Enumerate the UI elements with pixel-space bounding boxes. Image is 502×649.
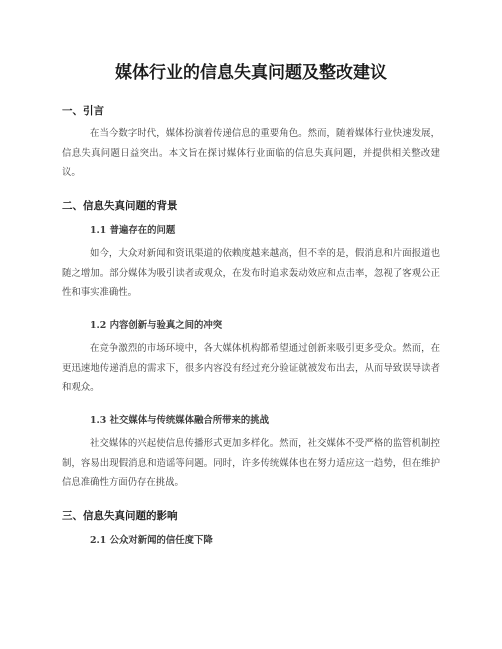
subsection-paragraph-1-3: 社交媒体的兴起使信息传播形式更加多样化。然而，社交媒体不受严格的监管机制控制，容易出现假消息和造谣等问题。同时，许多传统媒体也在努力适应这一趋势，但在维护信息准确性方面仍存在挑战。 [62, 438, 440, 488]
subsection-paragraph-1-2: 在竞争激烈的市场环境中，各大媒体机构都希望通过创新来吸引更多受众。然而，在更迅速地传递消息的需求下，很多内容没有经过充分验证就被发布出去，从而导致误导读者和观众。 [62, 343, 440, 393]
subsection-heading-2-1: 2.1 公众对新闻的信任度下降 [90, 535, 213, 546]
subsection-paragraph-1-1: 如今，大众对新闻和资讯渠道的依赖度越来越高，但不幸的是，假消息和片面报道也随之增加。部分媒体为吸引读者或观众，在发布时追求轰动效应和点击率，忽视了客观公正性和事实准确性。 [62, 248, 440, 298]
subsection-heading-1-1: 1.1 普遍存在的问题 [90, 225, 176, 236]
section-heading-background: 二、信息失真问题的背景 [62, 200, 178, 212]
section-heading-impact: 三、信息失真问题的影响 [62, 510, 178, 522]
subsection-heading-1-3: 1.3 社交媒体与传统媒体融合所带来的挑战 [90, 415, 269, 426]
subsection-heading-1-2: 1.2 内容创新与验真之间的冲突 [90, 320, 223, 331]
section-heading-introduction: 一、引言 [62, 105, 104, 117]
document-title: 媒体行业的信息失真问题及整改建议 [115, 63, 387, 83]
introduction-paragraph: 在当今数字时代，媒体扮演着传递信息的重要角色。然而，随着媒体行业快速发展，信息失真问题日益突出。本文旨在探讨媒体行业面临的信息失真问题，并提供相关整改建议。 [62, 128, 440, 178]
